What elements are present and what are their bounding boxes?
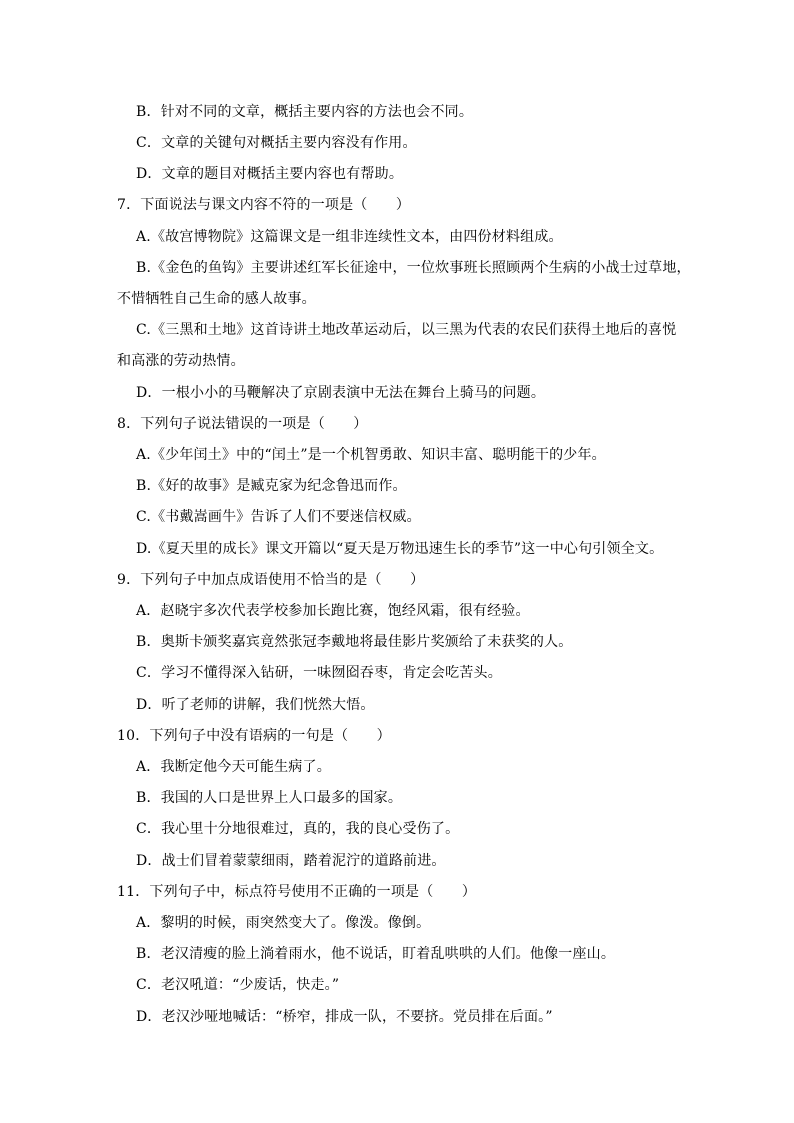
q11-option-b: B．老汉清瘦的脸上淌着雨水，他不说话，盯着乱哄哄的人们。他像一座山。	[136, 946, 616, 962]
q9-stem: 9．下列句子中加点成语使用不恰当的是（ ）	[117, 572, 425, 588]
q9-option-d: D．听了老师的讲解，我们恍然大悟。	[136, 697, 375, 713]
q7-option-a: A.《故宫博物院》这篇课文是一组非连续性文本，由四份材料组成。	[136, 229, 563, 245]
q6-option-c: C．文章的关键句对概括主要内容没有作用。	[136, 135, 417, 151]
q8-option-b: B.《好的故事》是臧克家为纪念鲁迅而作。	[136, 478, 407, 494]
q8-option-a: A.《少年闰土》中的“闰土”是一个机智勇敢、知识丰富、聪明能干的少年。	[136, 447, 606, 463]
q9-option-b: B．奥斯卡颁奖嘉宾竟然张冠李戴地将最佳影片奖颁给了未获奖的人。	[136, 634, 573, 650]
q8-stem: 8．下列句子说法错误的一项是（ ）	[117, 416, 368, 432]
q8-option-d: D.《夏天里的成长》课文开篇以“夏天是万物迅速生长的季节”这一中心句引领全文。	[136, 541, 664, 557]
q7-option-b-continued: 不惜牺牲自己生命的感人故事。	[117, 291, 316, 307]
q7-option-b: B.《金色的鱼钩》主要讲述红军长征途中，一位炊事班长照顾两个生病的小战士过草地，	[136, 260, 691, 276]
q9-option-a: A．赵晓宇多次代表学校参加长跑比赛，饱经风霜，很有经验。	[136, 603, 530, 619]
q6-option-b: B．针对不同的文章，概括主要内容的方法也会不同。	[136, 104, 474, 120]
q10-option-c: C．我心里十分地很难过，真的，我的良心受伤了。	[136, 821, 460, 837]
q10-option-b: B．我国的人口是世界上人口最多的国家。	[136, 790, 403, 806]
q10-option-d: D．战士们冒着蒙蒙细雨，踏着泥泞的道路前进。	[136, 853, 446, 869]
q11-stem: 11．下列句子中，标点符号使用不正确的一项是（ ）	[117, 884, 477, 900]
q9-option-c: C．学习不懂得深入钻研，一味囫囵吞枣，肯定会吃苦头。	[136, 665, 502, 681]
q7-option-c: C.《三黑和土地》这首诗讲土地改革运动后，以三黑为代表的农民们获得土地后的喜悦	[136, 322, 677, 338]
q10-stem: 10．下列句子中没有语病的一句是（ ）	[117, 728, 391, 744]
q6-option-d: D．文章的题目对概括主要内容也有帮助。	[136, 166, 404, 182]
q11-option-c: C．老汉吼道：“少废话，快走。”	[136, 977, 340, 993]
q8-option-c: C.《书戴嵩画牛》告诉了人们不要迷信权威。	[136, 509, 421, 525]
q11-option-a: A．黎明的时候，雨突然变大了。像泼。像倒。	[136, 915, 431, 931]
q7-stem: 7．下面说法与课文内容不符的一项是（ ）	[117, 197, 411, 213]
q7-option-c-continued: 和高涨的劳动热情。	[117, 353, 245, 369]
q11-option-d: D．老汉沙哑地喊话：“桥窄，排成一队，不要挤。党员排在后面。”	[136, 1009, 553, 1025]
q7-option-d: D．一根小小的马鞭解决了京剧表演中无法在舞台上骑马的问题。	[136, 385, 546, 401]
q10-option-a: A．我断定他今天可能生病了。	[136, 759, 331, 775]
